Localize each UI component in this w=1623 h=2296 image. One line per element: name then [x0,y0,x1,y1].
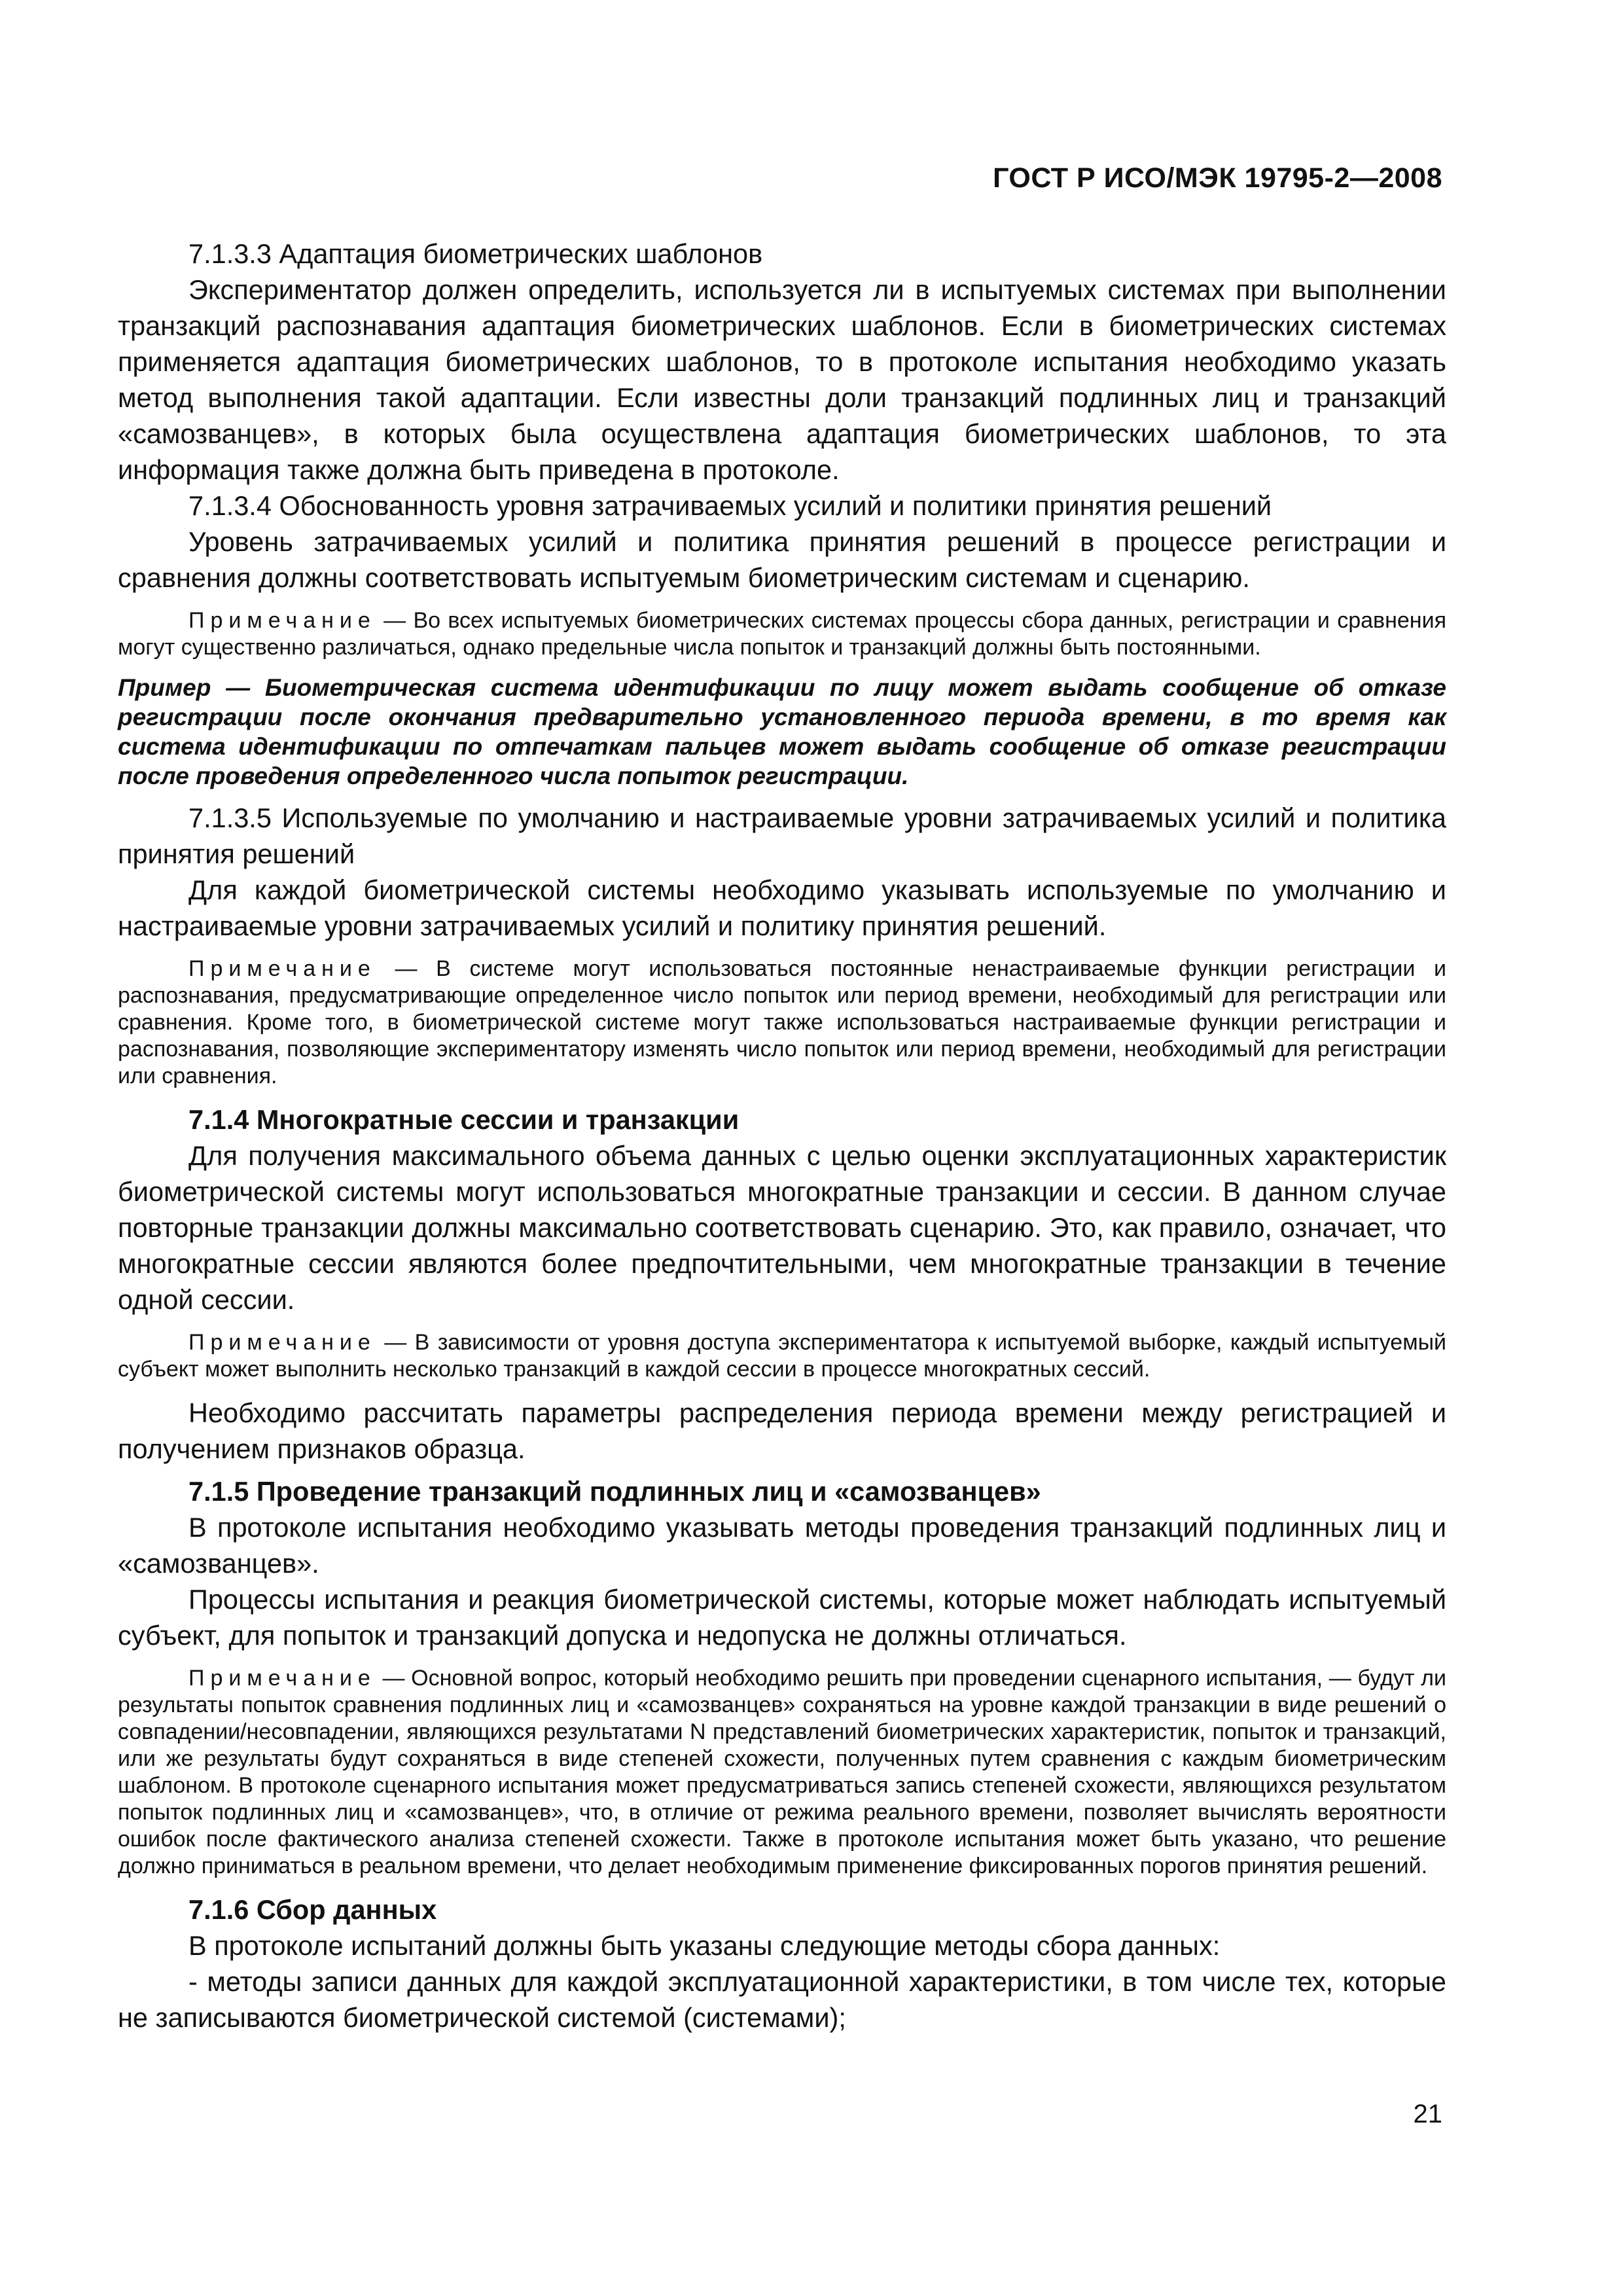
section-heading: 7.1.6 Сбор данных [188,1894,437,1925]
example: Пример — Биометрическая система идентификации по лицу может выдать сообщение об отказе регистрации после окончания предварительно установленного периода времени, в то время как система идентификации по отпечаткам пальцев может выдать сообщение об отказе регистрации после проведения определенного числа попыток регистрации. [118,674,1446,789]
note-text: — В системе могут использоваться постоянные ненастраиваемые функции регистрации и распознавания, предусматривающие определенное число попыток или период времени, необходимый для регистрации или сравнения. Кроме того, в биометрической системе могут также использоваться настраиваемые функции регистрации и распознавания, позволяющие экспериментатору изменять число попыток или период времени, необходимый для регистрации или сравнения. [118,956,1446,1088]
list-item: - методы записи данных для каждой эксплуатационной характеристики, в том числе тех, которые не записываются биометрической системой (системами); [118,1966,1446,2033]
note-text: — Основной вопрос, который необходимо решить при проведении сценарного испытания, — будут ли результаты попыток сравнения подлинных лиц и «самозванцев» сохраняться на уровне каждой транзакции в виде решений о совпадении/несовпадении, являющихся результатами N представлений биометрических характеристик, попыток и транзакций, или же результаты будут сохраняться в виде степеней схожести, полученных путем сравнения с каждым биометрическим шаблоном. В протоколе сценарного испытания может предусматриваться запись степеней схожести, являющихся результатом попыток подлинных лиц и «самозванцев», что, в отличие от режима реального времени, позволяет вычислять вероятности ошибок после фактического анализа степеней схожести. Также в протоколе испытания может быть указано, что решение должно приниматься в реальном времени, что делает необходимым применение фиксированных порогов принятия решений. [118,1666,1446,1878]
page-number: 21 [1413,2100,1442,2128]
note [118,1329,1446,1383]
body-paragraph: В протоколе испытания необходимо указывать методы проведения транзакций подлинных лиц и «самозванцев». [118,1512,1446,1579]
note [118,607,1446,661]
page-content [118,236,1446,2036]
body-paragraph: Экспериментатор должен определить, используется ли в испытуемых системах при выполнении транзакций распознавания адаптация биометрических шаблонов. Если в биометрических системах применяется адаптация биометрических шаблонов, то в протоколе испытания необходимо указать метод выполнения такой адаптации. Если известны доли транзакций подлинных лиц и транзакций «самозванцев», в которых была осуществлена адаптация биометрических шаблонов, то эта информация также должна быть приведена в протоколе. [118,274,1446,485]
body-paragraph: Для получения максимального объема данных с целью оценки эксплуатационных характеристик биометрической системы могут использоваться многократные транзакции и сессии. В данном случае повторные транзакции должны максимально соответствовать сценарию. Это, как правило, означает, что многократные сессии являются более предпочтительными, чем многократные транзакции в течение одной сессии. [118,1140,1446,1315]
body-paragraph: Процессы испытания и реакция биометрической системы, которые может наблюдать испытуемый субъект, для попыток и транзакций допуска и недопуска не должны отличаться. [118,1584,1446,1651]
section-heading: 7.1.4 Многократные сессии и транзакции [188,1104,740,1135]
note-text: — Во всех испытуемых биометрических системах процессы сбора данных, регистрации и сравнения могут существенно различаться, однако предельные числа попыток и транзакций должны быть постоянными. [118,608,1446,660]
body-paragraph: Уровень затрачиваемых усилий и политика принятия решений в процессе регистрации и сравнения должны соответствовать испытуемым биометрическим системам и сценарию. [118,526,1446,593]
note-label: Примечание [188,956,376,981]
note [118,1665,1446,1880]
section-heading: 7.1.5 Проведение транзакций подлинных лиц и «самозванцев» [188,1476,1041,1507]
document-header: ГОСТ Р ИСО/МЭК 19795-2—2008 [993,162,1442,194]
body-paragraph: Необходимо рассчитать параметры распределения периода времени между регистрацией и получением признаков образца. [118,1397,1446,1464]
subclause-heading: 7.1.3.5 Используемые по умолчанию и настраиваемые уровни затрачиваемых усилий и политика принятия решений [118,802,1446,869]
note-label: Примечание [188,1330,376,1355]
subclause-heading: 7.1.3.3 Адаптация биометрических шаблонов [188,238,763,269]
note [118,956,1446,1090]
note-label: Примечание [188,608,376,633]
note-label: Примечание [188,1666,376,1691]
note-text: — В зависимости от уровня доступа экспериментатора к испытуемой выборке, каждый испытуемый субъект может выполнить несколько транзакций в каждой сессии в процессе многократных сессий. [118,1330,1446,1382]
subclause-heading: 7.1.3.4 Обоснованность уровня затрачиваемых усилий и политики принятия решений [188,490,1272,521]
body-paragraph: В протоколе испытаний должны быть указаны следующие методы сбора данных: [188,1930,1221,1961]
body-paragraph: Для каждой биометрической системы необходимо указывать используемые по умолчанию и настраиваемые уровни затрачиваемых усилий и политику принятия решений. [118,874,1446,941]
